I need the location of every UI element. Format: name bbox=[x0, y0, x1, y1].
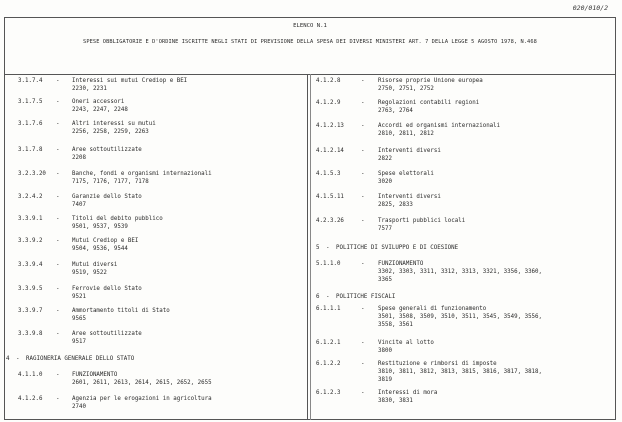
item-code: 6.1.1.1 bbox=[316, 306, 341, 312]
item-code: 4.1.2.8 bbox=[316, 78, 341, 84]
item-code: 4.1.2.14 bbox=[316, 148, 344, 154]
item-code: 3.3.9.2 bbox=[18, 238, 43, 244]
item-description: Garanzie dello Stato bbox=[72, 194, 142, 200]
item-code: 4 bbox=[6, 356, 10, 362]
item-dash: - bbox=[361, 218, 365, 224]
item-chapters: 9565 bbox=[72, 316, 86, 322]
item-code: 6 bbox=[316, 294, 320, 300]
item-description: Vincite al lotto bbox=[378, 340, 434, 346]
item-code: 4.1.2.6 bbox=[18, 396, 43, 402]
header-box bbox=[4, 17, 616, 75]
item-description: Interventi diversi bbox=[378, 148, 441, 154]
item-dash: - bbox=[361, 148, 365, 154]
item-chapters: 7175, 7176, 7177, 7178 bbox=[72, 179, 149, 185]
item-chapters-continued: 3365 bbox=[378, 277, 392, 283]
item-code: 3.1.7.6 bbox=[18, 121, 43, 127]
item-dash: - bbox=[56, 238, 60, 244]
item-code: 6.1.2.3 bbox=[316, 390, 341, 396]
item-code: 3.3.9.4 bbox=[18, 262, 43, 268]
item-dash: - bbox=[56, 99, 60, 105]
item-code: 3.3.9.5 bbox=[18, 286, 43, 292]
item-code: 3.3.9.8 bbox=[18, 331, 43, 337]
item-dash: - bbox=[56, 286, 60, 292]
item-chapters-continued: 3558, 3561 bbox=[378, 322, 413, 328]
item-code: 5 bbox=[316, 245, 320, 251]
item-description: Mutui Crediop e BEI bbox=[72, 238, 139, 244]
item-dash: - bbox=[361, 100, 365, 106]
item-chapters: 2763, 2764 bbox=[378, 108, 413, 114]
item-code: 3.1.7.5 bbox=[18, 99, 43, 105]
item-code: 4.2.3.26 bbox=[316, 218, 344, 224]
item-dash: - bbox=[56, 194, 60, 200]
document-subtitle: SPESE OBBLIGATORIE E D'ORDINE ISCRITTE NEGLI STATI DI PREVISIONE DELLA SPESA DEI DIVERSI MINISTERI ART. 7 DELLA LEGGE 5 AGOSTO 1978, N.468 bbox=[83, 39, 537, 45]
item-code: 3.3.9.7 bbox=[18, 308, 43, 314]
item-code: 5.1.1.0 bbox=[316, 261, 341, 267]
item-description: Risorse proprie Unione europea bbox=[378, 78, 483, 84]
item-description: Ferrovie dello Stato bbox=[72, 286, 142, 292]
item-description: POLITICHE FISCALI bbox=[336, 294, 396, 300]
item-description: Ammortamento titoli di Stato bbox=[72, 308, 170, 314]
item-dash: - bbox=[56, 147, 60, 153]
item-code: 3.2.3.20 bbox=[18, 171, 46, 177]
item-chapters: 7407 bbox=[72, 202, 86, 208]
document-title: ELENCO N.1 bbox=[293, 23, 327, 29]
item-chapters: 3501, 3508, 3509, 3510, 3511, 3545, 3549, 3556, bbox=[378, 314, 543, 320]
item-code: 3.3.9.1 bbox=[18, 216, 43, 222]
item-chapters: 2822 bbox=[378, 156, 392, 162]
item-chapters: 3810, 3811, 3812, 3813, 3815, 3816, 3817, 3818, bbox=[378, 369, 543, 375]
item-chapters: 7577 bbox=[378, 226, 392, 232]
item-chapters: 2740 bbox=[72, 404, 86, 410]
item-code: 3.1.7.4 bbox=[18, 78, 43, 84]
item-dash: - bbox=[361, 340, 365, 346]
item-chapters: 2825, 2833 bbox=[378, 202, 413, 208]
item-description: Altri interessi su mutui bbox=[72, 121, 156, 127]
item-description: Interessi sui mutui Crediop e BEI bbox=[72, 78, 188, 84]
item-description: Restituzione e rimborsi di imposte bbox=[378, 361, 497, 367]
item-dash: - bbox=[326, 245, 330, 251]
item-chapters: 2256, 2258, 2259, 2263 bbox=[72, 129, 149, 135]
item-code: 6.1.2.1 bbox=[316, 340, 341, 346]
item-description: Interventi diversi bbox=[378, 194, 441, 200]
item-chapters-continued: 3819 bbox=[378, 377, 392, 383]
item-description: Accordi ed organismi internazionali bbox=[378, 123, 501, 129]
item-code: 6.1.2.2 bbox=[316, 361, 341, 367]
item-dash: - bbox=[326, 294, 330, 300]
item-dash: - bbox=[361, 261, 365, 267]
item-dash: - bbox=[56, 372, 60, 378]
item-chapters: 9519, 9522 bbox=[72, 270, 107, 276]
item-chapters: 3800 bbox=[378, 348, 392, 354]
item-description: Oneri accessori bbox=[72, 99, 125, 105]
item-dash: - bbox=[56, 78, 60, 84]
column-divider-inner bbox=[310, 74, 311, 420]
item-chapters: 3020 bbox=[378, 179, 392, 185]
item-description: Interessi di mora bbox=[378, 390, 438, 396]
item-description: Spese generali di funzionamento bbox=[378, 306, 487, 312]
item-description: POLITICHE DI SVILUPPO E DI COESIONE bbox=[336, 245, 459, 251]
item-code: 3.2.4.2 bbox=[18, 194, 43, 200]
item-chapters: 3830, 3831 bbox=[378, 398, 413, 404]
item-dash: - bbox=[16, 356, 20, 362]
item-dash: - bbox=[361, 171, 365, 177]
item-chapters: 2243, 2247, 2248 bbox=[72, 107, 128, 113]
item-description: RAGIONERIA GENERALE DELLO STATO bbox=[26, 356, 135, 362]
item-chapters: 2208 bbox=[72, 155, 86, 161]
item-description: Spese elettorali bbox=[378, 171, 434, 177]
item-code: 4.1.2.9 bbox=[316, 100, 341, 106]
item-dash: - bbox=[361, 306, 365, 312]
item-description: Trasporti pubblici locali bbox=[378, 218, 466, 224]
item-chapters: 2230, 2231 bbox=[72, 86, 107, 92]
item-chapters: 9517 bbox=[72, 339, 86, 345]
item-chapters: 2810, 2811, 2812 bbox=[378, 131, 434, 137]
item-dash: - bbox=[361, 361, 365, 367]
item-dash: - bbox=[56, 308, 60, 314]
item-code: 4.1.5.3 bbox=[316, 171, 341, 177]
item-dash: - bbox=[56, 216, 60, 222]
item-description: Banche, fondi e organismi internazionali bbox=[72, 171, 212, 177]
document-id: 020/010/2 bbox=[572, 4, 608, 12]
item-dash: - bbox=[56, 331, 60, 337]
item-dash: - bbox=[361, 78, 365, 84]
item-description: Regolazioni contabili regioni bbox=[378, 100, 480, 106]
item-description: FUNZIONAMENTO bbox=[72, 372, 118, 378]
item-code: 4.1.2.13 bbox=[316, 123, 344, 129]
item-description: Aree sottoutilizzate bbox=[72, 331, 142, 337]
item-code: 4.1.1.0 bbox=[18, 372, 43, 378]
item-dash: - bbox=[56, 171, 60, 177]
item-dash: - bbox=[361, 390, 365, 396]
item-chapters: 9501, 9537, 9539 bbox=[72, 224, 128, 230]
column-divider bbox=[307, 74, 308, 420]
item-dash: - bbox=[56, 262, 60, 268]
item-chapters: 2601, 2611, 2613, 2614, 2615, 2652, 2655 bbox=[72, 380, 212, 386]
item-dash: - bbox=[361, 123, 365, 129]
item-description: Titoli del debito pubblico bbox=[72, 216, 163, 222]
item-chapters: 9504, 9536, 9544 bbox=[72, 246, 128, 252]
item-description: Agenzia per le erogazioni in agricoltura bbox=[72, 396, 212, 402]
item-code: 3.1.7.8 bbox=[18, 147, 43, 153]
item-code: 4.1.5.11 bbox=[316, 194, 344, 200]
item-chapters: 3302, 3303, 3311, 3312, 3313, 3321, 3356, 3360, bbox=[378, 269, 543, 275]
item-chapters: 9521 bbox=[72, 294, 86, 300]
item-dash: - bbox=[56, 396, 60, 402]
item-chapters: 2750, 2751, 2752 bbox=[378, 86, 434, 92]
item-dash: - bbox=[56, 121, 60, 127]
item-description: FUNZIONAMENTO bbox=[378, 261, 424, 267]
item-description: Mutui diversi bbox=[72, 262, 118, 268]
item-dash: - bbox=[361, 194, 365, 200]
item-description: Aree sottoutilizzate bbox=[72, 147, 142, 153]
